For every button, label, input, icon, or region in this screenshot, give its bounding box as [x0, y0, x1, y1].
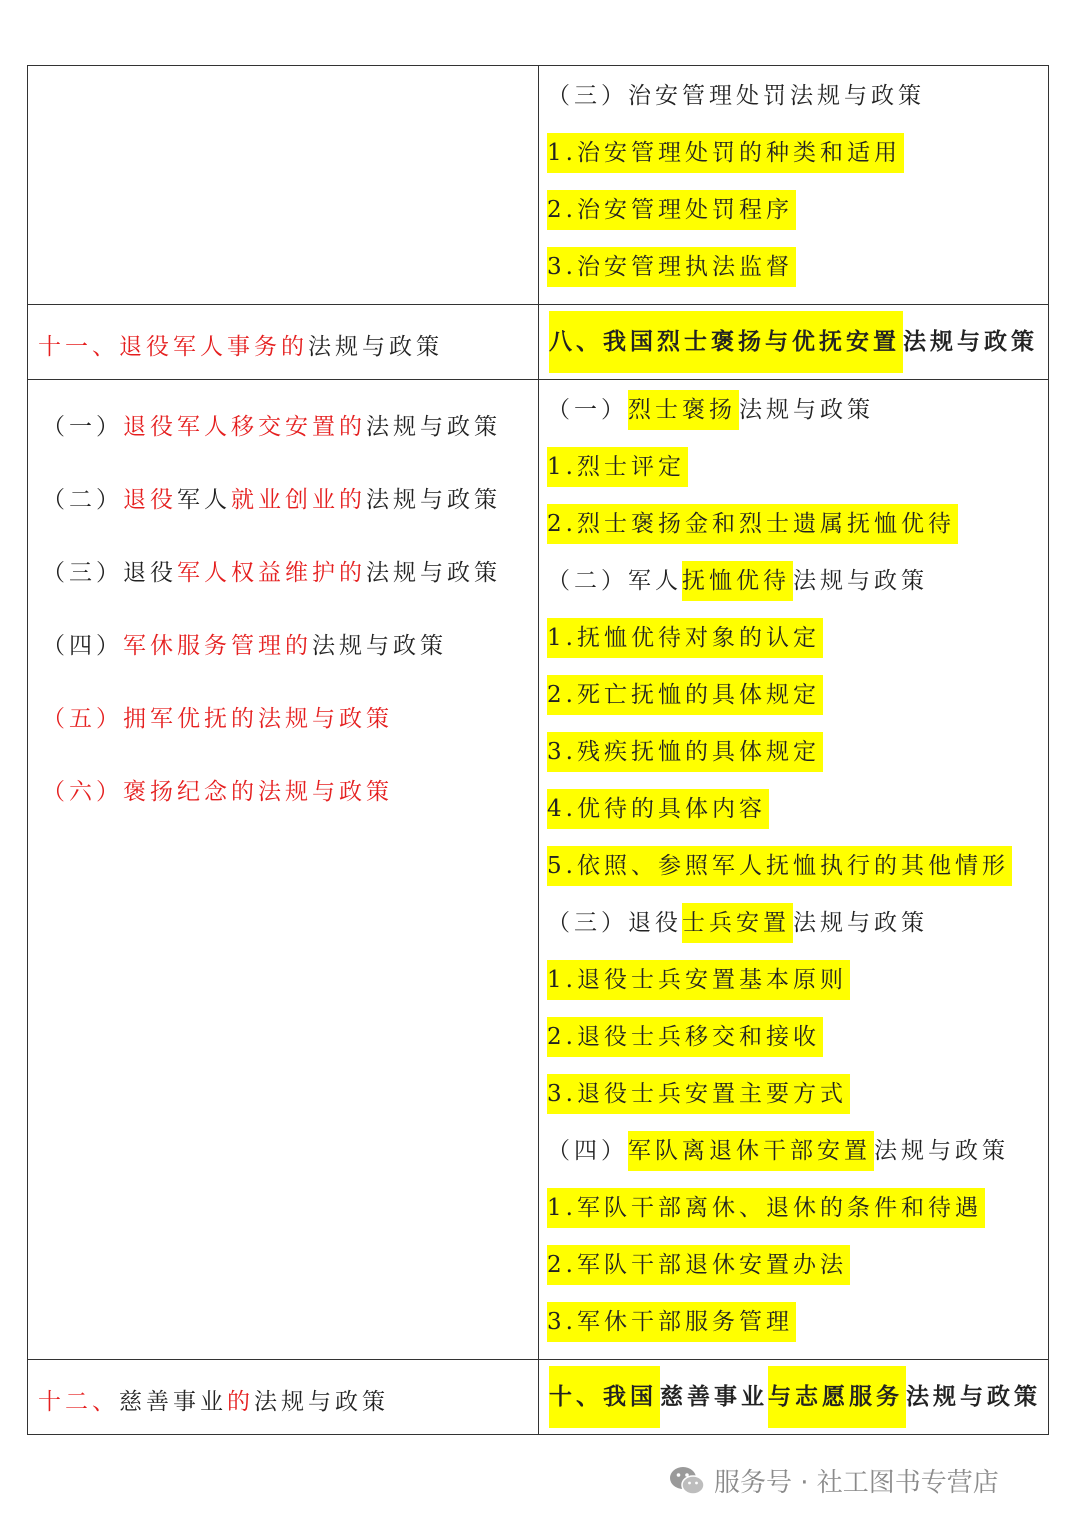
- wechat-icon: [668, 1464, 706, 1498]
- outline-item: [539, 1074, 1048, 1131]
- section-heading: [539, 1360, 1048, 1434]
- text-segment: 法规与政策: [874, 1138, 1009, 1164]
- outline-item: [539, 1302, 1048, 1359]
- highlighted-text: 1.烈士评定: [547, 447, 688, 487]
- outline-item: [539, 1245, 1048, 1302]
- highlighted-text: 烈士褒扬: [628, 390, 739, 430]
- text-segment: （二）: [42, 487, 123, 513]
- outline-item: [28, 772, 538, 845]
- red-text: 就业创业的: [231, 487, 366, 513]
- highlighted-text: 3.治安管理执法监督: [547, 247, 796, 287]
- highlighted-text: 2.烈士褒扬金和烈士遗属抚恤优待: [547, 504, 958, 544]
- text-segment: （一）: [42, 414, 123, 440]
- text-segment: 法规与政策: [366, 487, 501, 513]
- outline-item: [539, 133, 1048, 190]
- outline-item: [539, 675, 1048, 732]
- outline-item: [539, 1131, 1048, 1188]
- text-segment: （四）: [547, 1138, 628, 1164]
- highlighted-text: 军队离退休干部安置: [628, 1131, 874, 1171]
- table-row: [28, 1360, 1049, 1435]
- highlighted-text: 1.治安管理处罚的种类和适用: [547, 133, 904, 173]
- table-cell: [539, 305, 1049, 380]
- section-heading: [28, 305, 538, 379]
- red-text: （五）拥军优抚的法规与政策: [42, 706, 393, 732]
- table-cell: [539, 66, 1049, 305]
- outline-item: [28, 626, 538, 699]
- red-text: 退役军人移交安置的: [123, 414, 366, 440]
- outline-item: [539, 504, 1048, 561]
- text-segment: 法规与政策: [366, 560, 501, 586]
- table-cell: [539, 380, 1049, 1360]
- text-segment: （三）退役: [547, 910, 682, 936]
- highlighted-text: 与志愿服务: [768, 1366, 906, 1428]
- outline-item: [539, 789, 1048, 846]
- red-text: 十二、: [38, 1389, 119, 1415]
- outline-item: [539, 76, 1048, 133]
- text-segment: 慈善事业: [660, 1383, 768, 1410]
- outline-item: [539, 447, 1048, 504]
- text-segment: 法规与政策: [793, 910, 928, 936]
- highlighted-text: 1.抚恤优待对象的认定: [547, 618, 823, 658]
- text-segment: 法规与政策: [366, 414, 501, 440]
- table-cell: [28, 380, 539, 1360]
- outline-item: [28, 407, 538, 480]
- text-segment: （三）治安管理处罚法规与政策: [547, 83, 925, 109]
- text-segment: 法规与政策: [739, 397, 874, 423]
- watermark: [668, 1462, 999, 1499]
- red-text: 退役: [123, 487, 177, 513]
- text-segment: 慈善事业: [119, 1389, 227, 1415]
- highlighted-text: 1.军队干部离休、退休的条件和待遇: [547, 1188, 985, 1228]
- highlighted-text: 八、我国烈士褒扬与优抚安置: [549, 311, 903, 373]
- highlighted-text: 2.退役士兵移交和接收: [547, 1017, 823, 1057]
- text-segment: （二）军人: [547, 568, 682, 594]
- outline-item: [539, 561, 1048, 618]
- text-segment: 法规与政策: [903, 328, 1038, 355]
- outline-item: [539, 1017, 1048, 1074]
- highlighted-text: 抚恤优待: [682, 561, 793, 601]
- text-segment: 法规与政策: [254, 1389, 389, 1415]
- text-segment: 法规与政策: [906, 1383, 1041, 1410]
- text-segment: （三）退役: [42, 560, 177, 586]
- highlighted-text: 3.残疾抚恤的具体规定: [547, 732, 823, 772]
- red-text: 军休服务管理的: [123, 633, 312, 659]
- outline-item: [28, 699, 538, 772]
- outline-list: [539, 76, 1048, 304]
- section-heading: [539, 305, 1048, 379]
- highlighted-text: 1.退役士兵安置基本原则: [547, 960, 850, 1000]
- text-segment: （一）: [547, 397, 628, 423]
- table-row: [28, 305, 1049, 380]
- outline-item: [539, 1188, 1048, 1245]
- highlighted-text: 2.军队干部退休安置办法: [547, 1245, 850, 1285]
- highlighted-text: 十、我国: [549, 1366, 660, 1428]
- text-segment: 法规与政策: [312, 633, 447, 659]
- table-cell-empty: [28, 66, 539, 305]
- highlighted-text: 3.退役士兵安置主要方式: [547, 1074, 850, 1114]
- red-text: （六）褒扬纪念的法规与政策: [42, 779, 393, 805]
- red-text: 的: [227, 1389, 254, 1415]
- highlighted-text: 5.依照、参照军人抚恤执行的其他情形: [547, 846, 1012, 886]
- text-segment: 法规与政策: [793, 568, 928, 594]
- outline-list: [28, 407, 538, 845]
- highlighted-text: 士兵安置: [682, 903, 793, 943]
- table-cell: [28, 1360, 539, 1435]
- highlighted-text: 2.治安管理处罚程序: [547, 190, 796, 230]
- text-segment: 法规与政策: [308, 334, 443, 360]
- section-heading: [28, 1360, 538, 1434]
- highlighted-text: 3.军休干部服务管理: [547, 1302, 796, 1342]
- outline-item: [539, 247, 1048, 304]
- table-cell: [28, 305, 539, 380]
- highlighted-text: 4.优待的具体内容: [547, 789, 769, 829]
- highlighted-text: 2.死亡抚恤的具体规定: [547, 675, 823, 715]
- outline-item: [539, 846, 1048, 903]
- text-segment: 军人: [177, 487, 231, 513]
- outline-list: [539, 390, 1048, 1359]
- outline-item: [539, 960, 1048, 1017]
- red-text: 军人权益维护的: [177, 560, 366, 586]
- table-row: [28, 380, 1049, 1360]
- outline-item: [28, 553, 538, 626]
- outline-item: [539, 903, 1048, 960]
- text-segment: （四）: [42, 633, 123, 659]
- table-row: [28, 66, 1049, 305]
- policy-comparison-table: [27, 65, 1048, 1435]
- outline-item: [28, 480, 538, 553]
- watermark-text: 服务号 · 社工图书专营店: [714, 1468, 999, 1498]
- outline-item: [539, 618, 1048, 675]
- outline-item: [539, 390, 1048, 447]
- outline-item: [539, 732, 1048, 789]
- outline-item: [539, 190, 1048, 247]
- red-text: 十一、退役军人事务的: [38, 334, 308, 360]
- table-cell: [539, 1360, 1049, 1435]
